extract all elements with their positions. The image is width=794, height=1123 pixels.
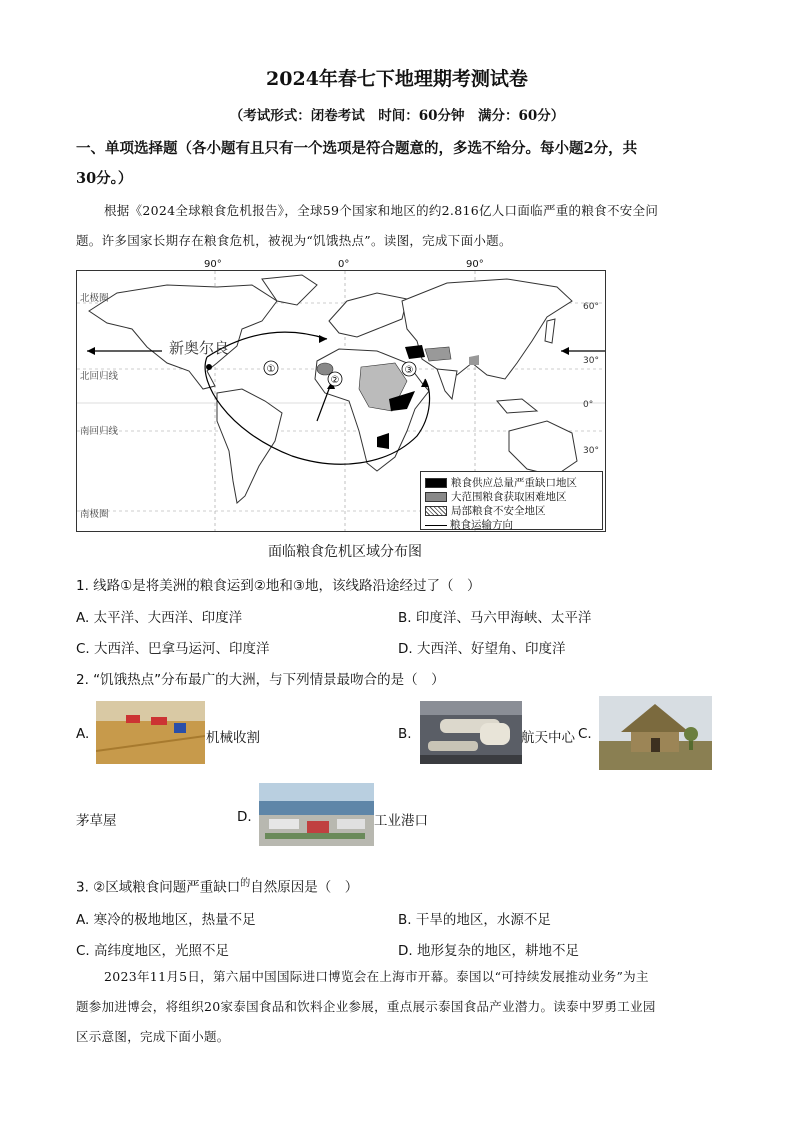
label-new-orleans: 新奥尔良 <box>169 339 230 357</box>
section-heading-line1: 一、单项选择题（各小题有且只有一个选项是符合题意的，多选不给分。每小题2分，共 <box>76 140 638 157</box>
q1-option-c[interactable]: C. 大西洋、巴拿马运河、印度洋 <box>76 641 270 657</box>
q3-option-c[interactable]: C. 高纬度地区，光照不足 <box>76 943 230 959</box>
industrial-port-photo <box>259 783 374 846</box>
intro2-line2: 题参加进博会，将组织20家泰国食品和饮料企业参展，重点展示泰国食品产业潜力。读泰中罗勇工业园 <box>76 999 656 1014</box>
q3-option-b[interactable]: B. 干旱的地区，水源不足 <box>398 912 551 928</box>
map-legend <box>420 471 603 530</box>
route-label-3: ③ <box>404 365 414 376</box>
route-label-2: ② <box>330 375 340 386</box>
q2-option-b-text: 航天中心 <box>521 730 575 746</box>
q3-stem-part2: 自然原因是（ ） <box>250 879 359 896</box>
q2-option-b-letter[interactable]: B. <box>398 726 412 742</box>
legend-item-access: 大范围粮食获取困难地区 <box>425 489 567 504</box>
space-center-illustration <box>420 701 522 764</box>
question-3-stem <box>76 874 358 896</box>
legend-item-severe: 粮食供应总量严重缺口地区 <box>425 475 577 490</box>
label-arctic-circle: 北极圈 <box>80 293 109 304</box>
question-1-stem: 1. 线路①是将美洲的粮食运到②地和③地，该线路沿途经过了（ ） <box>76 578 481 594</box>
q1-option-a[interactable]: A. 太平洋、大西洋、印度洋 <box>76 610 243 626</box>
legend-item-local: 局部粮食不安全地区 <box>425 503 546 518</box>
question-2-stem: 2. “饥饿热点”分布最广的大洲，与下列情景最吻合的是（ ） <box>76 672 445 688</box>
q2-option-a-text: 机械收割 <box>206 730 260 746</box>
map-caption: 面临粮食危机区域分布图 <box>268 544 422 560</box>
q2-option-c-text: 茅草屋 <box>76 813 117 829</box>
label-tropic-cancer: 北回归线 <box>80 371 119 382</box>
lat-30s: 30° <box>583 446 599 456</box>
q3-stem-sup: 的 <box>240 878 251 889</box>
thatched-hut-illustration <box>599 696 712 770</box>
label-tropic-capricorn: 南回归线 <box>80 426 119 437</box>
lon-90e: 90° <box>466 259 484 270</box>
lat-60: 60° <box>583 302 599 312</box>
section-heading-line2: 30分。） <box>76 170 133 187</box>
q3-option-a[interactable]: A. 寒冷的极地地区，热量不足 <box>76 912 256 928</box>
intro-paragraph-1 <box>76 196 716 256</box>
q1-option-b[interactable]: B. 印度洋、马六甲海峡、太平洋 <box>398 610 592 626</box>
q1-option-d[interactable]: D. 大西洋、好望角、印度洋 <box>398 641 566 657</box>
q2-option-d-text: 工业港口 <box>374 813 428 829</box>
lat-30n: 30° <box>583 356 599 366</box>
q2-option-d-letter[interactable]: D. <box>237 809 252 825</box>
section-heading <box>76 134 716 194</box>
exam-info: （考试形式：闭卷考试 时间：60分钟 满分：60分） <box>229 108 565 124</box>
lon-90w: 90° <box>204 259 222 270</box>
label-antarctic-circle: 南极圈 <box>80 509 109 520</box>
intro-paragraph-2 <box>76 962 716 1052</box>
industrial-port-illustration <box>259 783 374 846</box>
page-title: 2024年春七下地理期考测试卷 <box>266 68 528 90</box>
lat-0: 0° <box>583 400 594 410</box>
q3-option-d[interactable]: D. 地形复杂的地区，耕地不足 <box>398 943 579 959</box>
intro1-line1: 根据《2024全球粮食危机报告》，全球59个国家和地区的约2.816亿人口面临严重的粮食不安全问 <box>104 203 659 218</box>
route-label-1: ① <box>266 364 276 375</box>
intro2-line1: 2023年11月5日，第六届中国国际进口博览会在上海市开幕。泰国以“可持续发展推动业务”为主 <box>104 969 649 984</box>
harvest-illustration <box>96 701 205 764</box>
thatched-hut-photo <box>599 696 712 770</box>
q2-option-a-letter[interactable]: A. <box>76 726 90 742</box>
q3-stem-part1: 3. ②区域粮食问题严重缺口 <box>76 879 241 896</box>
intro2-line3: 区示意图，完成下面小题。 <box>76 1029 230 1044</box>
legend-item-transport: 粮食运输方向 <box>425 517 513 532</box>
q2-option-c-letter[interactable]: C. <box>578 726 592 742</box>
space-center-photo <box>420 701 522 764</box>
lon-0: 0° <box>338 259 350 270</box>
harvest-photo <box>96 701 205 764</box>
intro1-line2: 题。许多国家长期存在粮食危机，被视为“饥饿热点”。读图，完成下面小题。 <box>76 233 512 248</box>
